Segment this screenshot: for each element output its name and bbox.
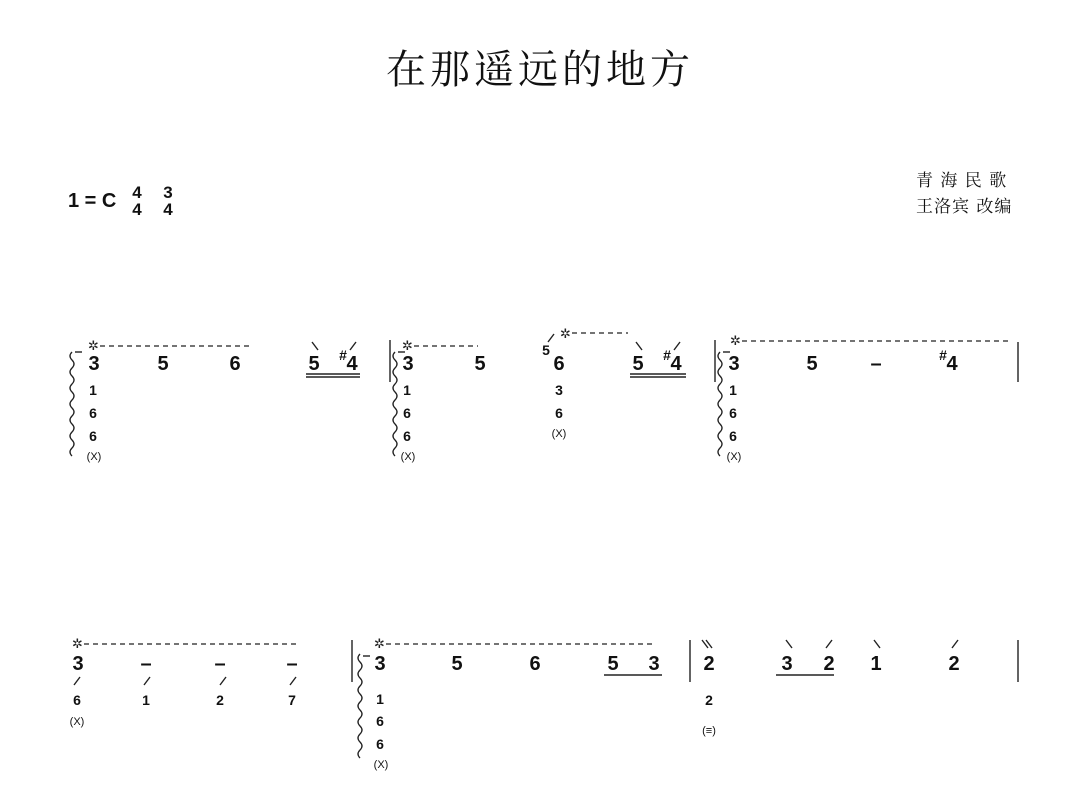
sustain-dash: – xyxy=(286,653,298,675)
melody-note: 3 xyxy=(728,353,740,375)
svg-text:✲: ✲ xyxy=(560,327,571,342)
melody-note: 3 xyxy=(88,353,100,375)
chord-mark: (X) xyxy=(69,716,85,728)
chord-mark: (X) xyxy=(373,759,389,771)
arpeggio-mark xyxy=(393,352,397,456)
key-signature: 1 = C xyxy=(68,190,117,212)
melody-note: 3 xyxy=(781,653,793,675)
bass-note: 6 xyxy=(89,428,97,444)
svg-text:✲: ✲ xyxy=(374,637,385,652)
chord-mark: (X) xyxy=(86,451,102,463)
melody-note: 4 xyxy=(346,353,358,375)
sharp-accidental: # xyxy=(939,347,947,363)
melody-note: 5 xyxy=(632,353,644,375)
arpeggio-mark xyxy=(718,352,722,456)
time-sig-numerator: 4 xyxy=(132,183,142,202)
sharp-accidental: # xyxy=(339,347,347,363)
svg-text:✲: ✲ xyxy=(730,334,741,349)
melody-note: 6 xyxy=(229,353,241,375)
time-sig-numerator: 3 xyxy=(163,183,173,202)
bass-note: 1 xyxy=(729,382,737,398)
melody-note: 2 xyxy=(823,653,835,675)
bass-note: 6 xyxy=(403,405,411,421)
chord-note: 6 xyxy=(555,405,563,421)
bass-note: 6 xyxy=(403,428,411,444)
credit-origin: 青 海 民 歌 xyxy=(916,171,1008,191)
song-title: 在那遥远的地方 xyxy=(386,47,694,93)
melody-note: 2 xyxy=(703,653,715,675)
bass-note: 1 xyxy=(403,382,411,398)
bass-note: 1 xyxy=(142,692,150,708)
melody-note: 4 xyxy=(670,353,682,375)
bass-note: 1 xyxy=(89,382,97,398)
melody-note: 3 xyxy=(402,353,414,375)
melody-note: 3 xyxy=(72,653,84,675)
chord-mark: (X) xyxy=(400,451,416,463)
bass-note: 6 xyxy=(376,713,384,729)
bass-note: 6 xyxy=(89,405,97,421)
bass-note: 7 xyxy=(288,692,296,708)
time-sig-denominator: 4 xyxy=(132,200,142,219)
bass-note: 6 xyxy=(376,736,384,752)
arpeggio-mark xyxy=(70,352,74,456)
melody-note: 4 xyxy=(946,353,958,375)
bass-note: 1 xyxy=(376,691,384,707)
bass-note: 6 xyxy=(729,405,737,421)
melody-note: 5 xyxy=(157,353,169,375)
melody-note: 5 xyxy=(607,653,619,675)
melody-note: 5 xyxy=(308,353,320,375)
sustain-dash: – xyxy=(214,653,226,675)
sustain-dash: – xyxy=(870,353,882,375)
credit-arranger: 王洛宾 改编 xyxy=(916,197,1013,217)
melody-note: 5 xyxy=(806,353,818,375)
melody-note: 6 xyxy=(553,353,565,375)
chord-mark: (≡) xyxy=(702,725,716,737)
melody-note: 2 xyxy=(948,653,960,675)
melody-note: 1 xyxy=(870,653,882,675)
melody-note: 3 xyxy=(374,653,386,675)
bass-note: 6 xyxy=(729,428,737,444)
chord-mark: (X) xyxy=(551,428,567,440)
bass-note: 2 xyxy=(216,692,224,708)
svg-text:✲: ✲ xyxy=(402,339,413,354)
melody-note: 5 xyxy=(451,653,463,675)
bass-note: 2 xyxy=(705,692,713,708)
bass-note: 6 xyxy=(73,692,81,708)
grace-note: 5 xyxy=(542,342,550,358)
sustain-dash: – xyxy=(140,653,152,675)
svg-text:✲: ✲ xyxy=(88,339,99,354)
sharp-accidental: # xyxy=(663,347,671,363)
time-sig-denominator: 4 xyxy=(163,200,173,219)
svg-text:✲: ✲ xyxy=(72,637,83,652)
melody-note: 5 xyxy=(474,353,486,375)
chord-mark: (X) xyxy=(726,451,742,463)
melody-note: 3 xyxy=(648,653,660,675)
melody-note: 6 xyxy=(529,653,541,675)
arpeggio-mark xyxy=(358,654,362,758)
chord-note: 3 xyxy=(555,382,563,398)
